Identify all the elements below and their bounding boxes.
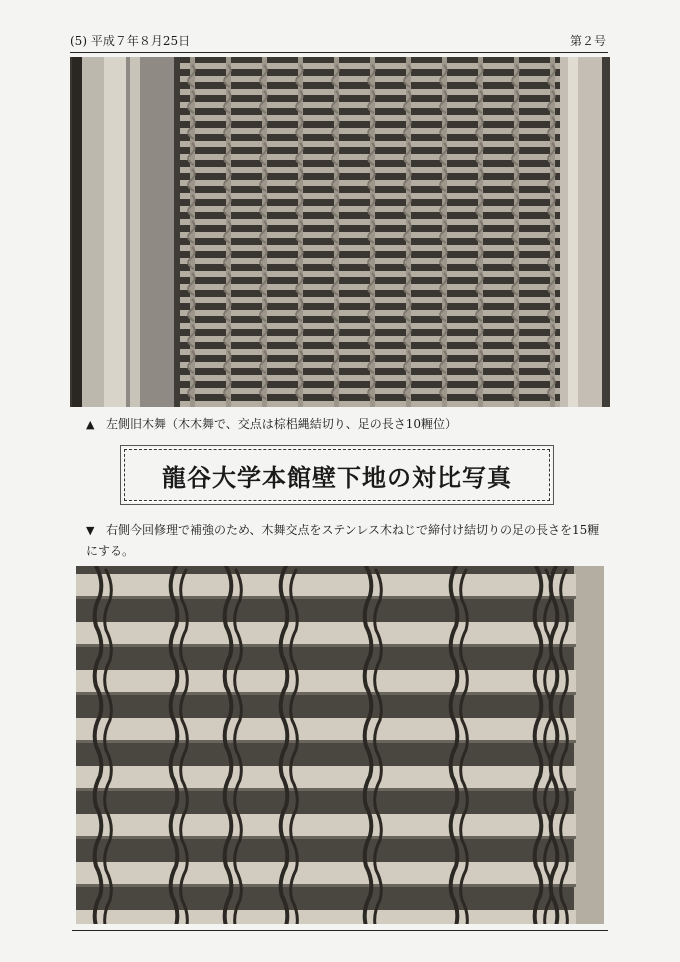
caption-top	[86, 414, 606, 435]
caption-bottom-text: 右側今回修理で補強のため、木舞交点をステンレス木ねじで締付け結切りの足の長さを15糎にする。	[86, 523, 600, 558]
page-header	[70, 30, 608, 53]
caption-top-text: 左側旧木舞（木木舞で、交点は棕梠縄結切り、足の長さ10糎位）	[106, 417, 458, 431]
triangle-up-icon: ▲	[86, 418, 95, 431]
photo-repaired-wall-lath	[76, 566, 604, 924]
triangle-down-icon: ▼	[86, 524, 95, 537]
caption-bottom	[86, 520, 606, 561]
issue-date: (5) 平成７年８月25日	[70, 34, 191, 48]
title-box	[124, 449, 550, 501]
photo-old-wall-lath	[70, 57, 610, 407]
page-title: 龍谷大学本館壁下地の対比写真	[162, 463, 512, 492]
issue-number: 第２号	[569, 34, 606, 48]
footer-rule	[72, 930, 608, 931]
